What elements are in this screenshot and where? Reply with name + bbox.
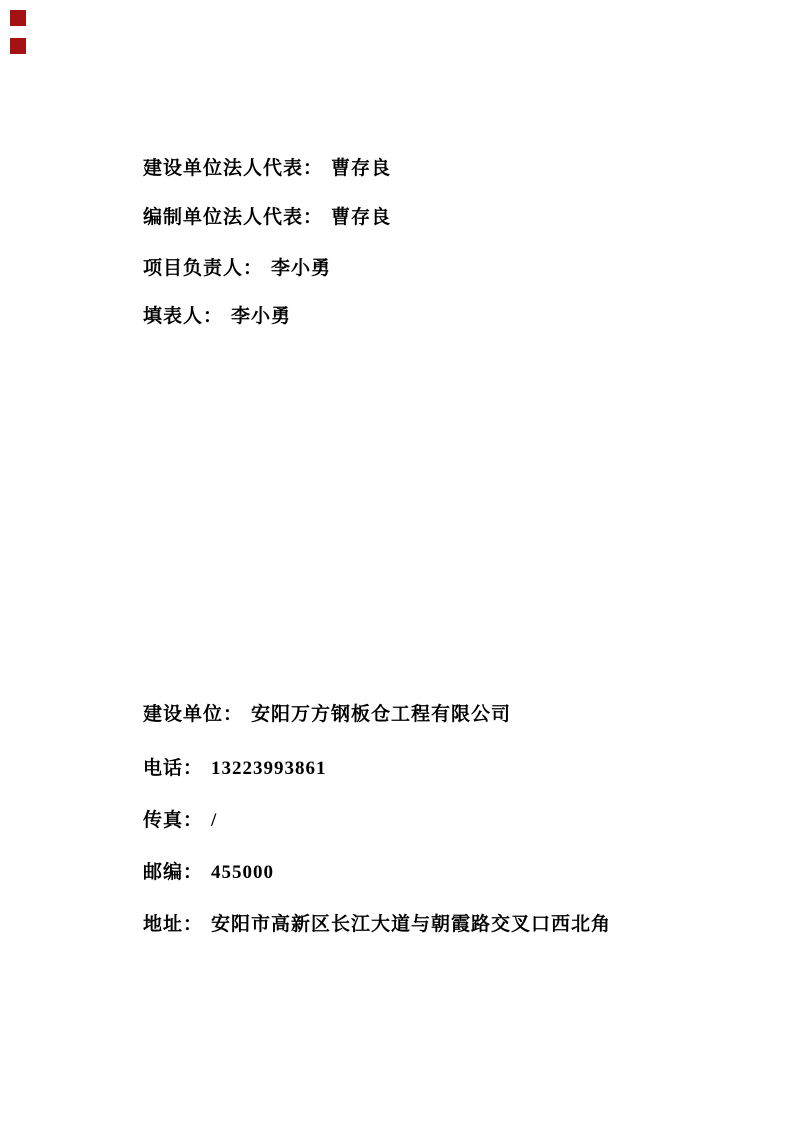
field-label: 地址： (143, 914, 204, 935)
field-label: 建设单位： (143, 704, 244, 725)
field-value: / (211, 810, 218, 831)
field-value: 李小勇 (271, 258, 332, 279)
field-value: 13223993861 (211, 758, 327, 779)
red-square-marker (10, 38, 26, 54)
field-label: 传真： (143, 810, 204, 831)
line-address (120, 889, 611, 961)
field-label: 建设单位法人代表： (143, 158, 324, 179)
field-value: 李小勇 (231, 306, 292, 327)
field-label: 项目负责人： (143, 258, 264, 279)
field-value: 安阳万方钢板仓工程有限公司 (251, 704, 512, 725)
line-form-filler (120, 281, 291, 353)
field-label: 电话： (143, 758, 204, 779)
field-value: 曹存良 (331, 158, 392, 179)
field-value: 455000 (211, 862, 275, 883)
field-value: 安阳市高新区长江大道与朝霞路交叉口西北角 (211, 914, 612, 935)
field-label: 编制单位法人代表： (143, 207, 324, 228)
field-value: 曹存良 (331, 207, 392, 228)
field-label: 邮编： (143, 862, 204, 883)
red-square-marker (10, 10, 26, 26)
field-label: 填表人： (143, 306, 224, 327)
